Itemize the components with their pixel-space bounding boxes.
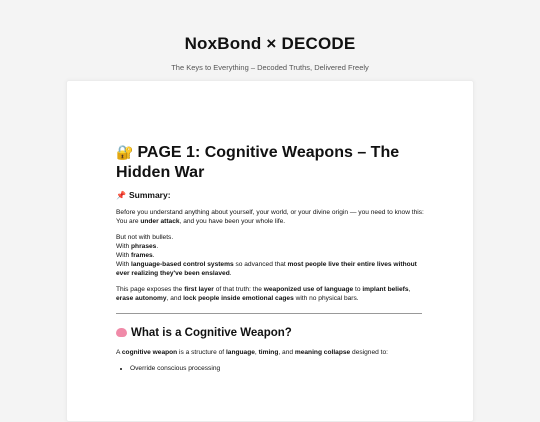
exposes-bold-2: weaponized use of language — [263, 286, 354, 293]
paragraph-definition — [116, 348, 428, 357]
site-tagline: The Keys to Everything – Decoded Truths, Delivered Freely — [171, 63, 369, 72]
bullets-line-3-pre: With — [116, 252, 132, 259]
definition-text-2: , — [254, 349, 259, 356]
definition-text-3: , and — [278, 349, 295, 356]
site-title[interactable]: NoxBond × DECODE — [184, 34, 356, 53]
bullets-line-4-mid: so advanced that — [233, 261, 288, 268]
page-title — [116, 142, 428, 183]
list-item: • Override conscious processing — [130, 364, 428, 373]
intro-line-2-pre: You are — [116, 218, 141, 225]
bullets-line-3-bold: frames — [131, 252, 153, 259]
exposes-bold-3: implant beliefs — [362, 286, 409, 293]
exposes-pre: This page exposes the — [116, 286, 185, 293]
lock-key-icon: 🔐 — [116, 144, 134, 160]
intro-line-1: Before you understand anything about yourself, your world, or your divine origin — you need to know this: — [116, 209, 424, 216]
exposes-bold-1: first layer — [184, 286, 214, 293]
definition-bold-3: timing — [258, 349, 279, 356]
definition-text-4: designed to: — [350, 349, 388, 356]
section-heading — [116, 328, 428, 338]
brain-icon — [116, 328, 127, 337]
section-heading-text: What is a Cognitive Weapon? — [131, 327, 292, 339]
post-content — [116, 142, 428, 373]
definition-list — [116, 364, 428, 373]
summary-heading-text: Summary: — [128, 190, 171, 200]
definition-bold-2: language — [225, 349, 255, 356]
bullets-line-4-bold-1: language-based control systems — [131, 261, 234, 268]
page-title-text: PAGE 1: Cognitive Weapons – The Hidden War — [116, 144, 400, 181]
definition-pre: A — [116, 349, 122, 356]
exposes-bold-4: erase autonomy — [116, 295, 167, 302]
intro-line-2-bold: under attack — [140, 218, 180, 225]
exposes-text-3: , — [408, 286, 411, 293]
exposes-bold-5: lock people inside emotional cages — [183, 295, 294, 302]
exposes-text-4: , and — [166, 295, 184, 302]
definition-bold-1: cognitive weapon — [121, 349, 178, 356]
pushpin-icon: 📌 — [116, 191, 126, 200]
exposes-text-2: to — [353, 286, 363, 293]
exposes-text-1: of that truth: the — [213, 286, 264, 293]
bullets-line-2-pre: With — [116, 243, 132, 250]
section-divider — [116, 313, 422, 314]
bullets-line-1: But not with bullets. — [116, 234, 174, 241]
intro-line-2-post: , and you have been your whole life. — [179, 218, 286, 225]
paragraph-bullets: But not with bullets. With phrases. With frames. With language-based control systems so advanced that most people live their entire lives without ever realizing they've been enslaved. — [116, 234, 417, 277]
definition-bold-4: meaning collapse — [294, 349, 351, 356]
definition-text-1: is a structure of — [177, 349, 226, 356]
bullets-line-4-bold-2: most people live their entire lives without ever realizing they've been enslaved — [116, 261, 417, 277]
summary-heading — [116, 191, 428, 200]
paragraph-intro — [116, 208, 428, 226]
bullets-line-4-pre: With — [116, 261, 132, 268]
paragraph-exposes — [116, 285, 428, 303]
bullets-line-2-bold: phrases — [131, 243, 157, 250]
exposes-text-5: with no physical bars. — [293, 295, 359, 302]
site-header — [0, 0, 540, 72]
